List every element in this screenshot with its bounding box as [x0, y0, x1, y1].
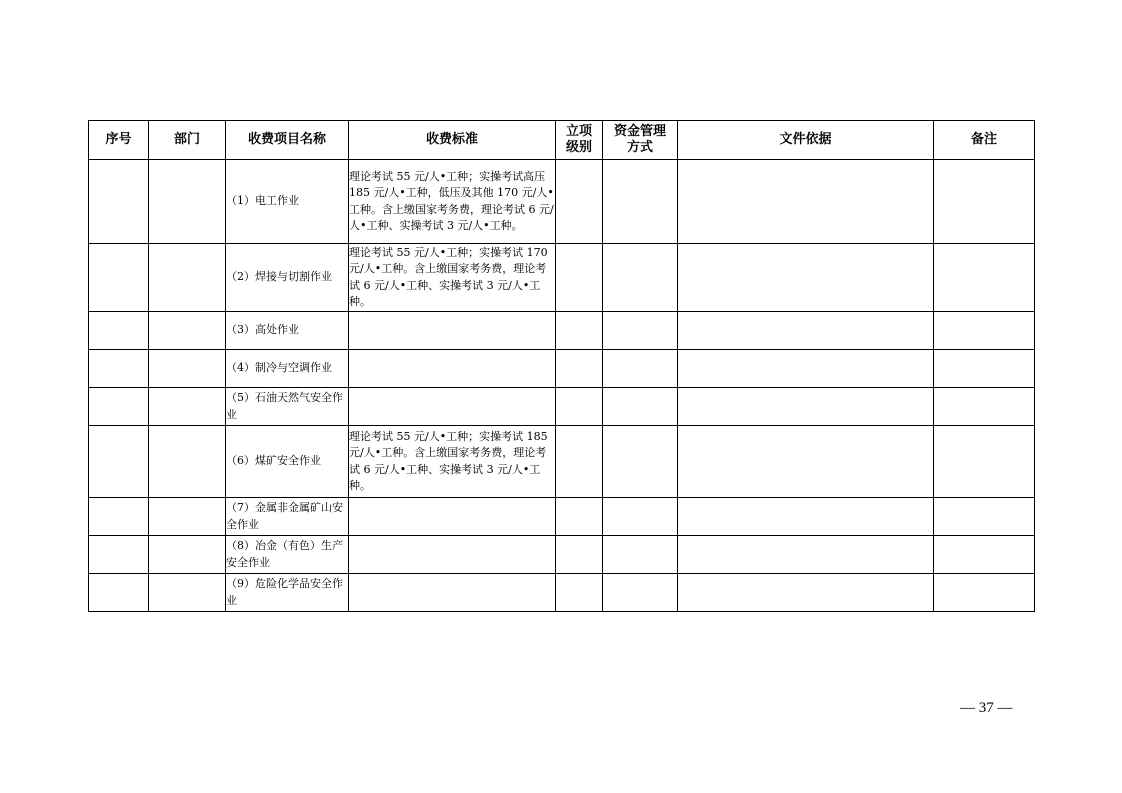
- cell-item-name: （9）危险化学品安全作业: [226, 574, 349, 612]
- cell-item-name: （1）电工作业: [226, 160, 349, 244]
- header-fee-standard: 收费标准: [349, 121, 556, 160]
- cell-department: [149, 536, 226, 574]
- cell-document-basis: [678, 498, 934, 536]
- cell-document-basis: [678, 244, 934, 312]
- cell-fund-management: [603, 388, 678, 426]
- cell-approval-level: [556, 350, 603, 388]
- cell-fund-management: [603, 350, 678, 388]
- cell-fee-standard: [349, 388, 556, 426]
- cell-department: [149, 388, 226, 426]
- cell-item-name: （6）煤矿安全作业: [226, 426, 349, 498]
- table-row: [89, 388, 1035, 426]
- table-row: [89, 574, 1035, 612]
- cell-fund-management: [603, 536, 678, 574]
- cell-remarks: [934, 574, 1035, 612]
- table-row: [89, 536, 1035, 574]
- cell-department: [149, 350, 226, 388]
- cell-seq: [89, 536, 149, 574]
- cell-item-name: （2）焊接与切割作业: [226, 244, 349, 312]
- table-row: [89, 244, 1035, 312]
- header-fund-management: 资金管理方式: [603, 121, 678, 160]
- cell-fee-standard: [349, 498, 556, 536]
- cell-fee-standard: [349, 350, 556, 388]
- cell-approval-level: [556, 426, 603, 498]
- cell-department: [149, 160, 226, 244]
- cell-approval-level: [556, 388, 603, 426]
- cell-fund-management: [603, 312, 678, 350]
- cell-fund-management: [603, 426, 678, 498]
- cell-document-basis: [678, 312, 934, 350]
- cell-document-basis: [678, 536, 934, 574]
- header-remarks: 备注: [934, 121, 1035, 160]
- cell-fee-standard: 理论考试 55 元/人•工种；实操考试高压 185 元/人•工种，低压及其他 170 元/人•工种。含上缴国家考务费，理论考试 6 元/人•工种、实操考试 3 元/人•工种。: [349, 160, 556, 244]
- fee-table: [88, 120, 1035, 612]
- cell-seq: [89, 244, 149, 312]
- cell-document-basis: [678, 574, 934, 612]
- cell-remarks: [934, 312, 1035, 350]
- cell-seq: [89, 426, 149, 498]
- cell-department: [149, 574, 226, 612]
- cell-approval-level: [556, 574, 603, 612]
- cell-seq: [89, 498, 149, 536]
- cell-seq: [89, 574, 149, 612]
- page-number: — 37 —: [960, 700, 1013, 716]
- cell-item-name: （4）制冷与空调作业: [226, 350, 349, 388]
- cell-approval-level: [556, 536, 603, 574]
- header-approval-level: 立项级别: [556, 121, 603, 160]
- table-row: [89, 498, 1035, 536]
- header-item-name: 收费项目名称: [226, 121, 349, 160]
- table-row: [89, 426, 1035, 498]
- cell-approval-level: [556, 160, 603, 244]
- cell-remarks: [934, 244, 1035, 312]
- cell-item-name: （5）石油天然气安全作业: [226, 388, 349, 426]
- cell-remarks: [934, 350, 1035, 388]
- cell-fund-management: [603, 498, 678, 536]
- cell-approval-level: [556, 498, 603, 536]
- cell-seq: [89, 160, 149, 244]
- cell-fee-standard: 理论考试 55 元/人•工种；实操考试 185 元/人•工种。含上缴国家考务费，理论考试 6 元/人•工种、实操考试 3 元/人•工种。: [349, 426, 556, 498]
- cell-document-basis: [678, 426, 934, 498]
- cell-seq: [89, 350, 149, 388]
- cell-fee-standard: [349, 312, 556, 350]
- header-document-basis: 文件依据: [678, 121, 934, 160]
- cell-document-basis: [678, 350, 934, 388]
- cell-item-name: （7）金属非金属矿山安全作业: [226, 498, 349, 536]
- cell-item-name: （3）高处作业: [226, 312, 349, 350]
- cell-department: [149, 498, 226, 536]
- cell-item-name: （8）冶金（有色）生产安全作业: [226, 536, 349, 574]
- cell-department: [149, 426, 226, 498]
- cell-seq: [89, 312, 149, 350]
- cell-remarks: [934, 426, 1035, 498]
- cell-remarks: [934, 160, 1035, 244]
- table-row: [89, 350, 1035, 388]
- cell-remarks: [934, 388, 1035, 426]
- cell-fee-standard: [349, 574, 556, 612]
- table-row: [89, 160, 1035, 244]
- cell-document-basis: [678, 388, 934, 426]
- cell-seq: [89, 388, 149, 426]
- cell-fund-management: [603, 244, 678, 312]
- cell-department: [149, 244, 226, 312]
- cell-remarks: [934, 498, 1035, 536]
- cell-fee-standard: [349, 536, 556, 574]
- cell-remarks: [934, 536, 1035, 574]
- cell-fund-management: [603, 574, 678, 612]
- cell-approval-level: [556, 312, 603, 350]
- cell-fund-management: [603, 160, 678, 244]
- table-header-row: [89, 121, 1035, 160]
- header-seq: 序号: [89, 121, 149, 160]
- cell-approval-level: [556, 244, 603, 312]
- table-row: [89, 312, 1035, 350]
- cell-fee-standard: 理论考试 55 元/人•工种；实操考试 170 元/人•工种。含上缴国家考务费，理论考试 6 元/人•工种、实操考试 3 元/人•工种。: [349, 244, 556, 312]
- cell-document-basis: [678, 160, 934, 244]
- cell-department: [149, 312, 226, 350]
- header-department: 部门: [149, 121, 226, 160]
